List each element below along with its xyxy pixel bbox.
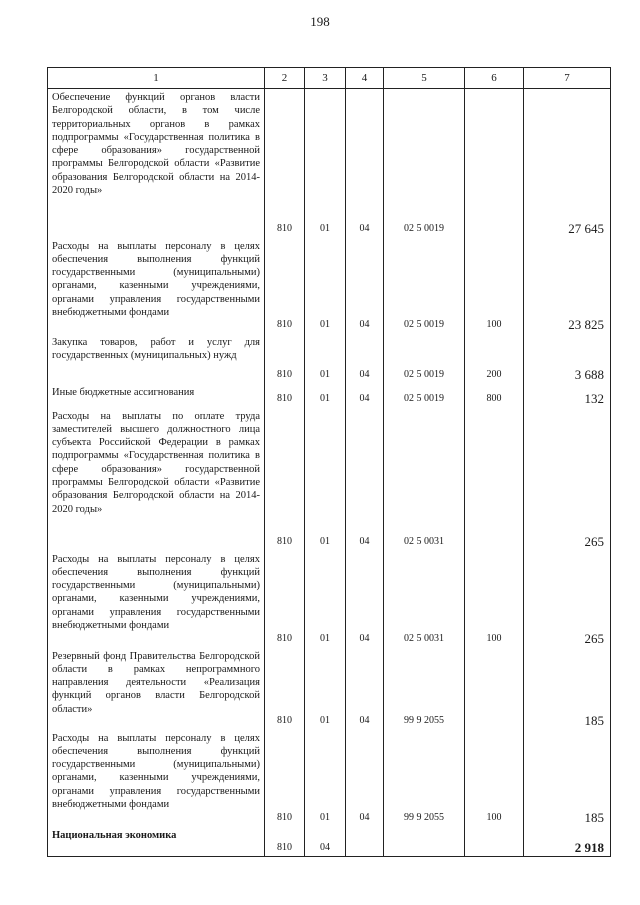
table-row <box>48 730 611 827</box>
col-header-6: 6 <box>465 68 524 89</box>
row-target-article: 02 5 0031 <box>384 551 465 648</box>
row-expense-type: 100 <box>465 238 524 334</box>
row-amount: 23 825 <box>524 238 611 334</box>
row-amount: 265 <box>524 408 611 551</box>
table-header-row <box>48 68 611 89</box>
row-section-code: 04 <box>305 827 346 857</box>
row-amount: 265 <box>524 551 611 648</box>
col-header-7: 7 <box>524 68 611 89</box>
table-row <box>48 551 611 648</box>
row-name: Расходы на выплаты по оплате труда заместителей высшего должностного лица субъекта Российской Федерации в рамках подпрограммы «Государственная политика в сфере образования» государственной программы Белгородской области «Развитие образования Белгородской области на 2014-2020 годы» <box>48 408 265 551</box>
table-row <box>48 384 611 408</box>
page-number: 198 <box>310 14 330 29</box>
row-ministry-code: 810 <box>265 238 305 334</box>
row-expense-type <box>465 648 524 730</box>
table-row <box>48 408 611 551</box>
row-ministry-code: 810 <box>265 89 305 238</box>
row-expense-type: 100 <box>465 730 524 827</box>
row-section-code: 01 <box>305 551 346 648</box>
row-subsection-code: 04 <box>346 730 384 827</box>
row-subsection-code <box>346 827 384 857</box>
row-ministry-code: 810 <box>265 827 305 857</box>
row-target-article: 02 5 0019 <box>384 238 465 334</box>
row-name: Национальная экономика <box>48 827 265 857</box>
row-name: Расходы на выплаты персоналу в целях обеспечения выполнения функций государственными (муниципальными) органами, казенными учреждениями, органами управления государственными внебюджетными фондами <box>48 551 265 648</box>
row-section-code: 01 <box>305 408 346 551</box>
row-subsection-code: 04 <box>346 384 384 408</box>
row-expense-type <box>465 89 524 238</box>
row-ministry-code: 810 <box>265 408 305 551</box>
row-expense-type <box>465 827 524 857</box>
row-ministry-code: 810 <box>265 384 305 408</box>
row-target-article: 99 9 2055 <box>384 730 465 827</box>
table-row <box>48 334 611 384</box>
row-subsection-code: 04 <box>346 334 384 384</box>
row-amount: 2 918 <box>524 827 611 857</box>
row-section-code: 01 <box>305 384 346 408</box>
row-expense-type: 800 <box>465 384 524 408</box>
row-amount: 185 <box>524 648 611 730</box>
col-header-1: 1 <box>48 68 265 89</box>
row-amount: 27 645 <box>524 89 611 238</box>
row-target-article: 99 9 2055 <box>384 648 465 730</box>
row-name: Расходы на выплаты персоналу в целях обеспечения выполнения функций государственными (муниципальными) органами, казенными учреждениями, органами управления государственными внебюджетными фондами <box>48 730 265 827</box>
row-target-article: 02 5 0019 <box>384 384 465 408</box>
col-header-4: 4 <box>346 68 384 89</box>
row-subsection-code: 04 <box>346 648 384 730</box>
row-subsection-code: 04 <box>346 238 384 334</box>
row-amount: 132 <box>524 384 611 408</box>
row-subsection-code: 04 <box>346 408 384 551</box>
row-ministry-code: 810 <box>265 730 305 827</box>
row-name: Иные бюджетные ассигнования <box>48 384 265 408</box>
row-ministry-code: 810 <box>265 334 305 384</box>
row-section-code: 01 <box>305 89 346 238</box>
row-name: Обеспечение функций органов власти Белгородской области, в том числе территориальных органов в рамках подпрограммы «Государственная политика в сфере образования» государственной программы Белгородской области «Развитие образования Белгородской области на 2014-2020 годы» <box>48 89 265 238</box>
row-subsection-code: 04 <box>346 551 384 648</box>
row-ministry-code: 810 <box>265 551 305 648</box>
row-name: Закупка товаров, работ и услуг для государственных (муниципальных) нужд <box>48 334 265 384</box>
table-row <box>48 827 611 857</box>
row-expense-type <box>465 408 524 551</box>
row-ministry-code: 810 <box>265 648 305 730</box>
budget-table <box>47 67 611 857</box>
row-expense-type: 100 <box>465 551 524 648</box>
row-target-article: 02 5 0019 <box>384 334 465 384</box>
row-amount: 185 <box>524 730 611 827</box>
col-header-5: 5 <box>384 68 465 89</box>
col-header-2: 2 <box>265 68 305 89</box>
col-header-3: 3 <box>305 68 346 89</box>
row-target-article: 02 5 0019 <box>384 89 465 238</box>
row-section-code: 01 <box>305 334 346 384</box>
row-expense-type: 200 <box>465 334 524 384</box>
row-target-article: 02 5 0031 <box>384 408 465 551</box>
row-name: Резервный фонд Правительства Белгородской области в рамках непрограммного направления деятельности «Реализация функций органов власти Белгородской области» <box>48 648 265 730</box>
row-section-code: 01 <box>305 730 346 827</box>
row-amount: 3 688 <box>524 334 611 384</box>
row-section-code: 01 <box>305 238 346 334</box>
table-row <box>48 89 611 238</box>
table-row <box>48 238 611 334</box>
row-name: Расходы на выплаты персоналу в целях обеспечения выполнения функций государственными (муниципальными) органами, казенными учреждениями, органами управления государственными внебюджетными фондами <box>48 238 265 334</box>
row-section-code: 01 <box>305 648 346 730</box>
table-row <box>48 648 611 730</box>
row-subsection-code: 04 <box>346 89 384 238</box>
row-target-article <box>384 827 465 857</box>
